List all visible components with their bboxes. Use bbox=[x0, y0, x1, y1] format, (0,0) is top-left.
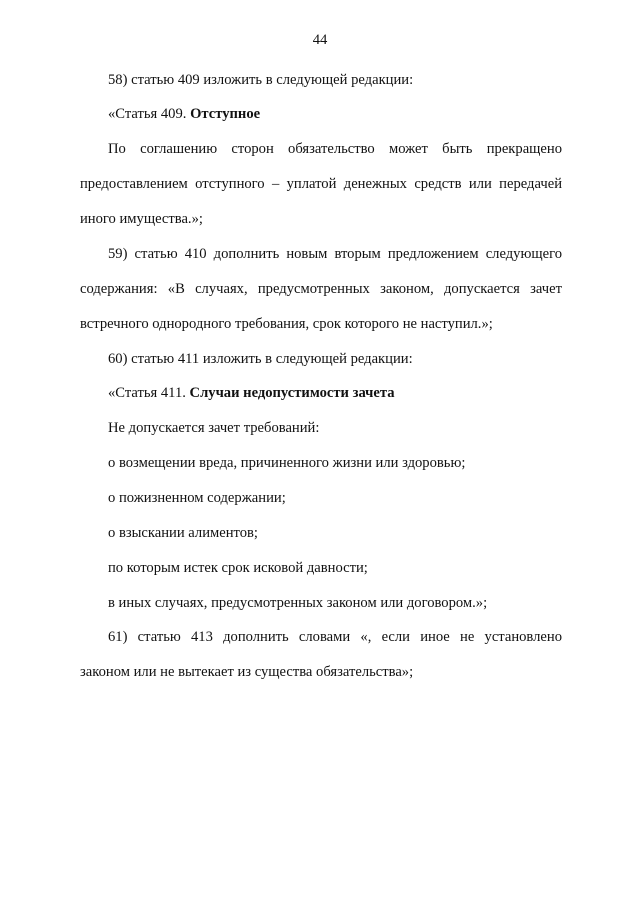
article-409-text-line-1: По соглашению сторон обязательство может быть прекращено bbox=[108, 141, 562, 157]
item-61-line-1: 61) статью 413 дополнить словами «, если иное не установлено bbox=[108, 629, 562, 645]
article-411-case-1: о возмещении вреда, причиненного жизни или здоровью; bbox=[108, 455, 466, 471]
article-409-prefix: «Статья 409. bbox=[108, 106, 191, 122]
item-58-line: 58) статью 409 изложить в следующей редакции: bbox=[108, 72, 414, 88]
page-number: 44 bbox=[312, 32, 328, 48]
item-59-line-1: 59) статью 410 дополнить новым вторым предложением следующего bbox=[108, 246, 562, 262]
article-409-text-line-3: иного имущества.»; bbox=[80, 211, 203, 227]
article-411-heading bbox=[108, 383, 395, 403]
item-59-line-3: встречного однородного требования, срок которого не наступил.»; bbox=[80, 316, 493, 332]
article-411-case-4: по которым истек срок исковой давности; bbox=[108, 560, 368, 576]
article-409-title: Отступное bbox=[190, 106, 261, 122]
article-409-text-line-2: предоставлением отступного – уплатой денежных средств или передачей bbox=[80, 176, 562, 192]
article-411-intro: Не допускается зачет требований: bbox=[108, 420, 320, 436]
article-411-prefix: «Статья 411. bbox=[108, 385, 190, 401]
item-61-line-2: законом или не вытекает из существа обязательства»; bbox=[80, 664, 414, 680]
item-60-line: 60) статью 411 изложить в следующей редакции: bbox=[108, 351, 413, 367]
article-411-title: Случаи недопустимости зачета bbox=[189, 385, 395, 401]
article-411-case-2: о пожизненном содержании; bbox=[108, 490, 286, 506]
article-411-case-5: в иных случаях, предусмотренных законом или договором.»; bbox=[108, 595, 488, 611]
article-411-case-3: о взыскании алиментов; bbox=[108, 525, 258, 541]
item-59-line-2: содержания: «В случаях, предусмотренных законом, допускается зачет bbox=[80, 281, 562, 297]
article-409-heading bbox=[108, 104, 260, 124]
